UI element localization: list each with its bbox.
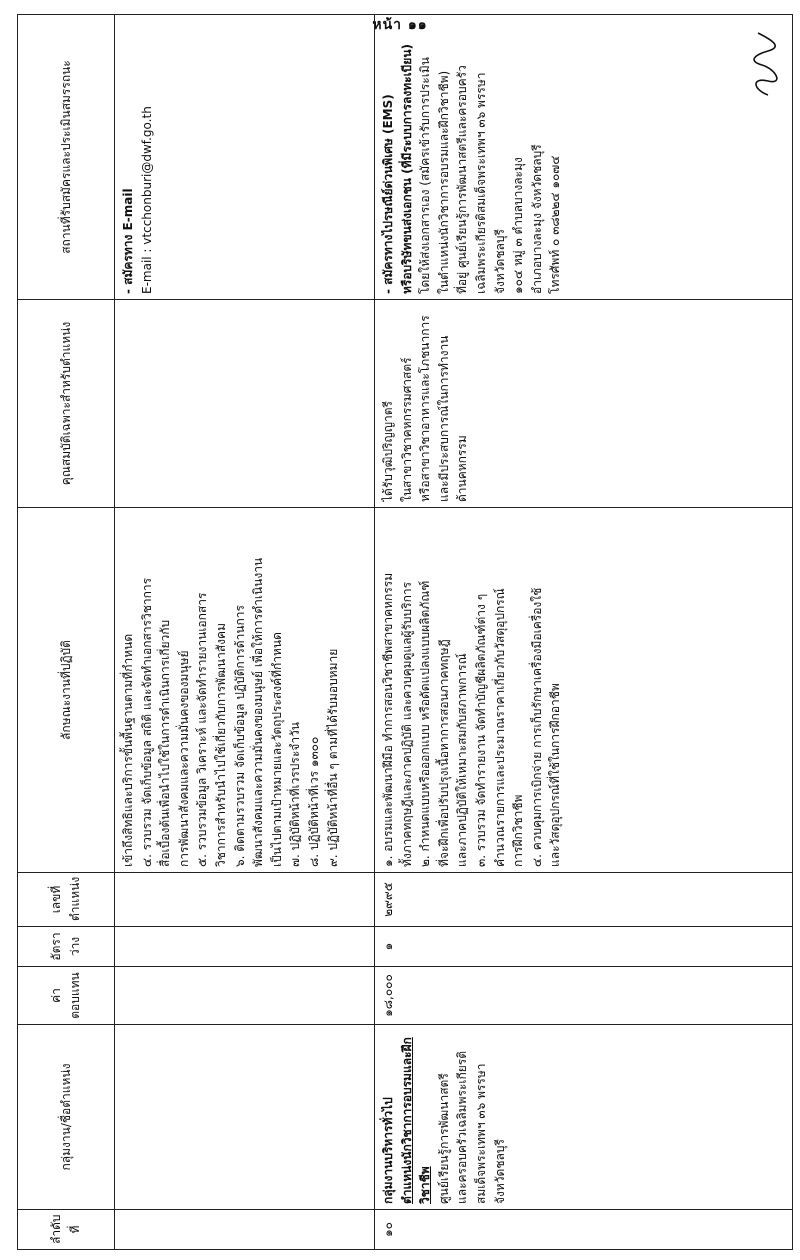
cont-duty-line: ๗. ปฏิบัติหน้าที่เวรประจำวัน: [288, 721, 303, 867]
row-salary: ๑๘,๐๐๐: [375, 967, 793, 1025]
cont-duty-line: เป็นไปตามเป้าหมายและวัตถุประสงค์ที่กำหนด: [269, 632, 284, 867]
duty-line: การฝึกวิชาชีพ: [511, 794, 526, 867]
duty-line: ๑. อบรมและพัฒนาฝีมือ ทำการสอนวิชาชีพสาขาคหกรรม: [381, 572, 395, 867]
header-salary: ค่าตอบแทน: [18, 967, 115, 1025]
unit-line: และครอบครัวเฉลิมพระเกียรติ: [455, 1050, 470, 1204]
header-group: กลุ่มงาน/ชื่อตำแหน่ง: [18, 1025, 115, 1210]
cont-application: [115, 15, 375, 300]
application-line: จังหวัดชลบุรี: [492, 229, 507, 294]
application-line: อำเภอบางละมุง จังหวัดชลบุรี: [529, 144, 544, 294]
duty-line: ทั้งภาคทฤษฎีและภาคปฏิบัติ และควบคุมดูแลผู้รับบริการ: [399, 581, 414, 867]
application-line: ในตำแหน่งนักวิชาการอบรมและฝึกวิชาชีพ): [436, 70, 451, 294]
header-rate: อัตราว่าง: [18, 927, 115, 967]
duty-line: และวัสดุอุปกรณ์ที่ใช้ในการฝึกอาชีพ: [548, 683, 563, 867]
cont-duty-line: พัฒนาสังคมและความมั่นคงของมนุษย์ เพื่อให้การดำเนินงาน: [251, 557, 266, 867]
unit-line: สมเด็จพระเทพฯ ๓๖ พรรษา: [473, 1063, 488, 1204]
cont-duty-line: วิชาการสำหรับนำไปใช้เกี่ยวกับการพัฒนาสังคม: [213, 623, 228, 867]
cont-application-line: - สมัครทาง E-mail: [121, 188, 135, 294]
cont-duty-line: ๕. รวบรวมข้อมูล วิเคราะห์ และจัดทำรายงานเอกสาร: [195, 592, 210, 867]
row-duties: [375, 508, 793, 873]
application-line: โดยให้ส่งเอกสารเอง (สมัครเข้ารับการประเมิน: [418, 57, 433, 294]
header-duties: ลักษณะงานที่ปฏิบัติ: [18, 508, 115, 873]
row-qualification: [375, 300, 793, 508]
cont-duty-line: ๙. ปฏิบัติหน้าที่อื่น ๆ ตามที่ได้รับมอบหมาย: [325, 648, 340, 867]
unit-line: ศูนย์เรียนรู้การพัฒนาสตรี: [436, 1073, 451, 1204]
table-row: [375, 15, 793, 1250]
cont-duty-line: ๔. รวบรวม จัดเก็บข้อมูล สถิติ และจัดทำเอกสารวิชาการ: [139, 577, 154, 867]
row-no: ๑๐: [375, 1210, 793, 1250]
cont-no: [115, 1210, 375, 1250]
group-title: กลุ่มงานบริหารทั่วไป: [381, 1097, 395, 1204]
row-group: [375, 1025, 793, 1210]
cont-duty-line: ๘. ปฏิบัติหน้าที่เวร ๑๓๐๐: [306, 736, 321, 867]
job-table: [17, 14, 793, 1250]
cont-duty-line: สื่อเบื้องต้นเพื่อนำไปใช้ในการดำเนินการเกี่ยวกับ: [158, 619, 173, 867]
cont-salary: [115, 967, 375, 1025]
row-application: [375, 15, 793, 300]
application-line: ๑๐๔ หมู่ ๓ ตำบลบางละมุง: [511, 157, 526, 294]
continuation-row: [115, 15, 375, 1250]
duty-line: ที่จะฝึกเพื่อปรับปรุงเนื้อหาการสอนภาคทฤษฎี: [436, 639, 451, 867]
qualification-line: ในสาขาวิชาคหกรรมศาสตร์: [399, 357, 414, 502]
application-line: เฉลิมพระเกียรติสมเด็จพระเทพฯ ๓๖ พรรษา: [473, 72, 488, 294]
cont-position-no: [115, 873, 375, 927]
cont-application-email: E-mail : vtcchonburi@dwf.go.th: [139, 106, 154, 294]
cont-duty-line: เข้าถึงสิทธิและบริการขั้นพื้นฐานตามที่กำหนด: [121, 633, 135, 867]
qualification-line: ได้รับวุฒิปริญญาตรี: [381, 401, 395, 502]
signature-mark: [746, 29, 782, 99]
cont-duty-line: การพัฒนาสังคมและความมั่นคงของมนุษย์: [176, 650, 191, 867]
duty-line: ๓. รวบรวม จัดทำรายงาน จัดทำบัญชีผลิตภัณฑ์ต่าง ๆ: [473, 593, 488, 867]
duty-line: ๔. ควบคุมการเบิกจ่าย การเก็บรักษาเครื่องมือเครื่องใช้: [529, 587, 544, 867]
qualification-line: ด้านคหกรรม: [455, 435, 470, 502]
position-title: ตำแหน่งนักวิชาการอบรมและฝึกวิชาชีพ: [399, 1037, 433, 1204]
unit-line: จังหวัดชลบุรี: [492, 1139, 507, 1204]
application-line: โทรศัพท์ ๐ ๓๘๒๒๔ ๑๐๗๔: [548, 155, 563, 294]
header-row: [18, 15, 115, 1250]
header-position-no: เลขที่ตำแหน่ง: [18, 873, 115, 927]
row-position-no: ๒๙๙๕: [375, 873, 793, 927]
application-line: - สมัครทางไปรษณีย์ด่วนพิเศษ (EMS): [381, 94, 395, 294]
cont-qualification: [115, 300, 375, 508]
header-qualification: คุณสมบัติเฉพาะสำหรับตำแหน่ง: [18, 300, 115, 508]
application-line: หรือบริษัทขนส่งเอกชน (ที่มีระบบการลงทะเบียน): [399, 43, 414, 294]
rotated-table-sheet: [17, 15, 793, 1250]
header-no: ลำดับที่: [18, 1210, 115, 1250]
duty-line: และภาคปฏิบัติให้เหมาะสมกับสภาพการณ์: [455, 653, 470, 867]
application-line: ที่อยู่ ศูนย์เรียนรู้การพัฒนาสตรีและครอบครัว: [455, 65, 470, 294]
row-rate: ๑: [375, 927, 793, 967]
duty-line: ๒. กำหนดแบบหรือออกแบบ หรือดัดแปลงแบบผลิตภัณฑ์: [418, 580, 433, 867]
cont-duties: [115, 508, 375, 873]
cont-rate: [115, 927, 375, 967]
cont-duty-line: ๖. ติดตามรวบรวม จัดเก็บข้อมูล ปฏิบัติการด้านการ: [232, 605, 247, 867]
qualification-line: หรือสาขาวิชาอาหารและโภชนาการ: [418, 315, 433, 502]
cont-group: [115, 1025, 375, 1210]
qualification-line: และมีประสบการณ์ในการทำงาน: [436, 335, 451, 502]
duty-line: คำนวณรายการและประมาณราคาเกี่ยวกับวัสดุอุปกรณ์: [492, 588, 507, 867]
page-number: หน้า ๑๑: [372, 17, 428, 33]
header-application: สถานที่รับสมัครและประเมินสมรรถนะ: [18, 15, 115, 300]
